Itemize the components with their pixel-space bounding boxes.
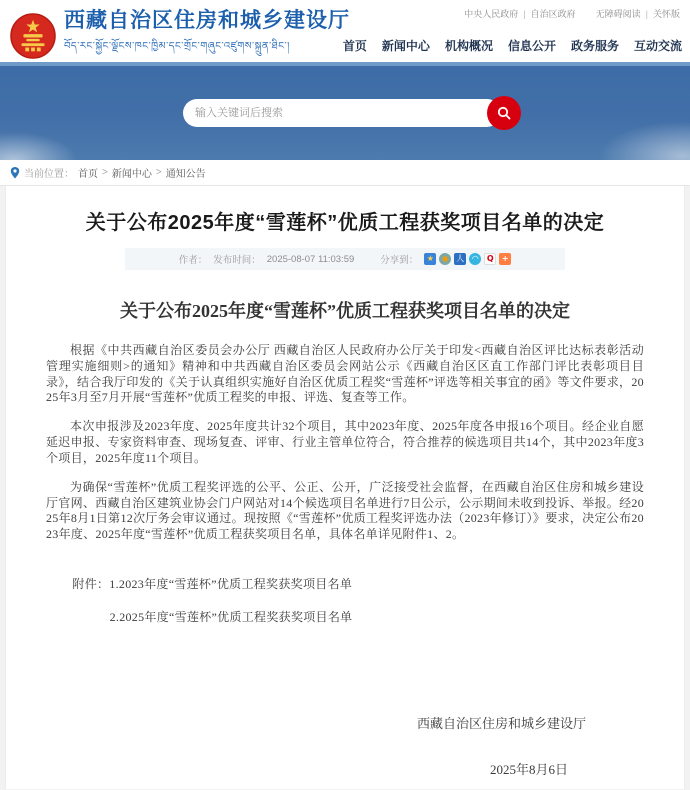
divider: | <box>645 8 648 19</box>
qzone-icon[interactable]: ★ <box>424 253 436 265</box>
breadcrumb-news-center[interactable]: 新闻中心 <box>111 169 152 180</box>
top-utility-links <box>464 7 680 20</box>
search-button[interactable] <box>487 96 521 130</box>
issue-date: 2025年8月6日 <box>489 762 568 778</box>
breadcrumb-notices[interactable]: 通知公告 <box>165 169 206 180</box>
search-bar <box>183 99 521 127</box>
breadcrumb-label: 当前位置： <box>24 169 74 180</box>
main-nav <box>343 37 682 54</box>
nav-item-info-disclosure[interactable]: 信息公开 <box>507 39 556 53</box>
site-header <box>0 0 690 62</box>
breadcrumb-separator: > <box>102 167 108 178</box>
attachment-2-title: 2.2025年度“雪莲杯”优质工程奖获奖项目名单 <box>109 609 353 624</box>
attachment-1 <box>46 577 644 593</box>
publish-time: 2025-08-07 11:03:59 <box>266 253 355 265</box>
article-meta-bar <box>125 248 565 270</box>
nav-item-organization[interactable]: 机构概况 <box>444 39 493 53</box>
search-field-pill <box>183 99 501 127</box>
nav-item-home[interactable]: 首页 <box>342 39 367 53</box>
breadcrumb-separator: > <box>155 167 162 178</box>
nav-item-news[interactable]: 新闻中心 <box>381 39 430 53</box>
link-central-government[interactable]: 中央人民政府 <box>464 9 519 19</box>
divider: | <box>523 8 526 19</box>
qq-icon[interactable]: Q <box>484 253 496 265</box>
sina-weibo-icon[interactable]: ◉ <box>439 253 451 265</box>
attachments-label: 附件： <box>72 577 110 592</box>
sky-banner <box>0 66 690 160</box>
attachment-1-title: 1.2023年度“雪莲杯”优质工程奖获奖项目名单 <box>109 577 353 592</box>
share-label: 分享到： <box>380 255 419 266</box>
nav-item-services[interactable]: 政务服务 <box>570 39 619 53</box>
document-heading: 关于公布2025年度“雪莲杯”优质工程获奖项目名单的决定 <box>120 301 570 321</box>
site-title-tibetan: བོད་རང་སྐྱོང་ལྗོངས་ཁང་ཁྱིམ་དང་གྲོང་གཞུང་འཛུགས་སྐྲུན་ཐིང་། <box>64 41 290 53</box>
author-label: 作者： <box>178 255 208 266</box>
attachments-block <box>46 577 644 625</box>
national-emblem-logo-icon <box>10 13 56 59</box>
share-more-icon[interactable]: + <box>499 253 511 265</box>
nav-item-interaction[interactable]: 互动交流 <box>633 39 682 53</box>
site-brand <box>10 9 350 63</box>
site-title-block <box>64 9 350 63</box>
publish-label: 发布时间： <box>213 255 261 266</box>
attachment-2 <box>46 610 644 626</box>
search-icon <box>496 105 512 121</box>
link-region-government[interactable]: 自治区政府 <box>530 9 576 19</box>
article-title: 关于公布2025年度“雪莲杯”优质工程获奖项目名单的决定 <box>85 212 605 234</box>
article-container <box>5 186 685 789</box>
breadcrumb-home[interactable]: 首页 <box>78 169 98 180</box>
paragraph-basis: 根据《中共西藏自治区委员会办公厅 西藏自治区人民政府办公厅关于印发<西藏自治区评比达标表彰活动管理实施细则>的通知》精神和中共西藏自治区委员会网站公示《西藏自治区区直工作部门评比表彰项目目录》，结合我厅印发的《关于认真组织实施好自治区优质工程奖“雪莲杯”评选等相关事宜的函》等文件要求，2025年3月至7月开展“雪莲杯”优质工程奖的申报、评选、复查等工作。 <box>46 343 644 405</box>
search-input[interactable] <box>195 107 489 119</box>
breadcrumb <box>0 160 690 186</box>
document-body <box>6 297 684 778</box>
tencent-weibo-icon[interactable]: ◠ <box>469 253 481 265</box>
site-title[interactable]: 西藏自治区住房和城乡建设厅 <box>64 9 350 32</box>
location-pin-icon <box>10 167 20 179</box>
renren-icon[interactable]: 人 <box>456 254 465 263</box>
link-accessibility[interactable]: 无障碍阅读 <box>595 9 641 19</box>
signature-block <box>46 713 644 778</box>
issuing-authority: 西藏自治区住房和城乡建设厅 <box>416 716 586 732</box>
link-care-edition[interactable]: 关怀版 <box>652 9 680 19</box>
share-icon-group <box>424 253 511 265</box>
paragraph-publicity-decision: 为确保“雪莲杯”优质工程奖评选的公平、公正、公开，广泛接受社会监督，在西藏自治区住房和城乡建设厅官网、西藏自治区建筑业协会门户网站对14个候选项目名单进行7日公示，公示期间未收到投诉、举报。经2025年8月1日第12次厅务会审议通过。现按照《“雪莲杯”优质工程奖评选办法（2023年修订）》要求，决定公布2023年度、2025年度“雪莲杯”优质工程获奖项目名单，具体名单详见附件1、2。 <box>46 479 644 542</box>
paragraph-application-stats: 本次申报涉及2023年度、2025年度共计32个项目，其中2023年度、2025年度各申报16个项目。经企业自愿延迟申报、专家资料审查、现场复查、评审、行业主管单位符合，符合推荐的候选项目共14个，其中2023年度3个项目，2025年度11个项目。 <box>46 419 644 465</box>
